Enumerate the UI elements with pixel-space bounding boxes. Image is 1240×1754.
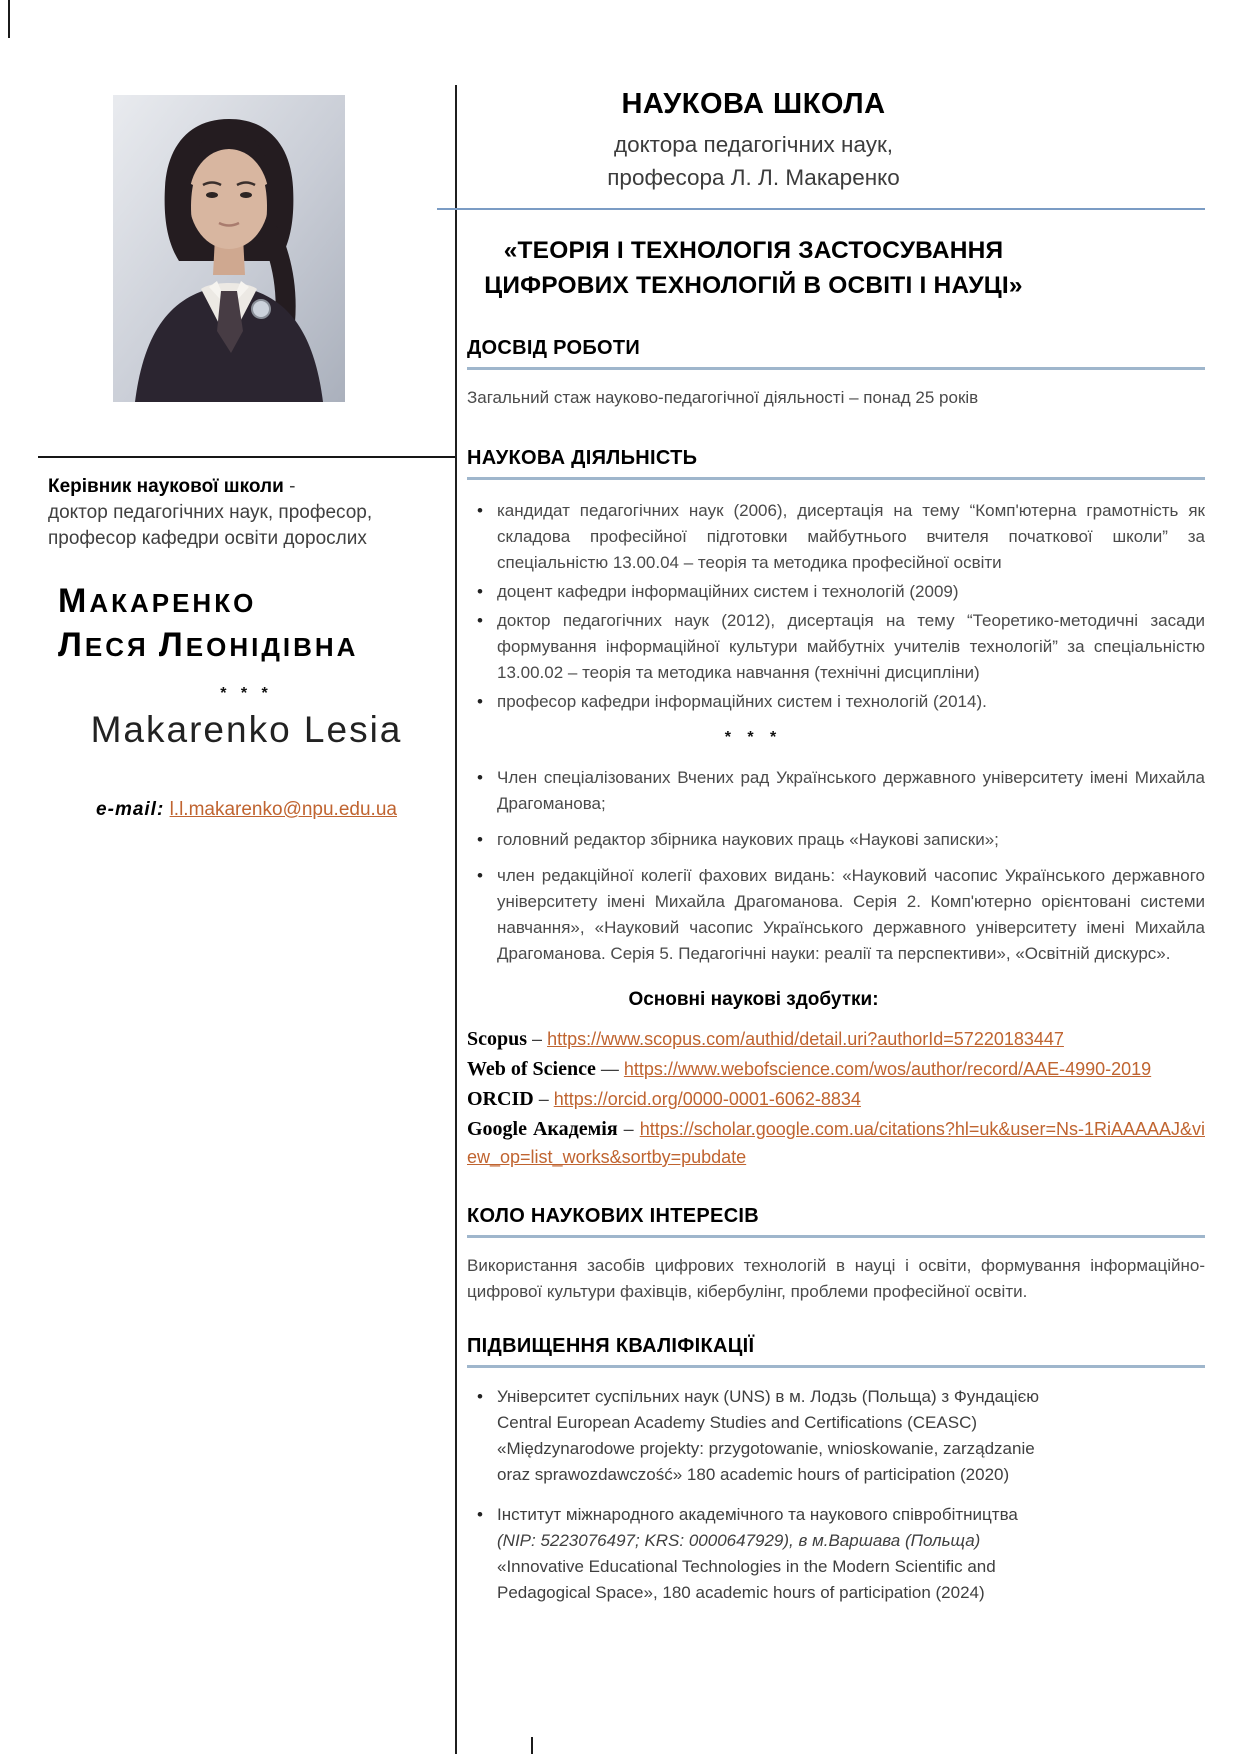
givenname-line: ЛЕСЯ ЛЕОНІДІВНА xyxy=(58,625,359,664)
google-scholar-link[interactable]: https://scholar.google.com.ua/citations?hl=uk&user=Ns-1RiAAAAAJ&view_op=list_works&sortby=pubdate xyxy=(467,1118,1205,1167)
scopus-link[interactable]: https://www.scopus.com/authid/detail.uri?authorId=57220183447 xyxy=(547,1028,1064,1049)
topic-line-2: ЦИФРОВИХ ТЕХНОЛОГІЙ В ОСВІТІ І НАУЦІ» xyxy=(484,271,1023,299)
achievements-heading: Основні наукові здобутки: xyxy=(628,988,879,1010)
section-experience-heading: ДОСВІД РОБОТИ xyxy=(467,337,1205,370)
page-border-mark-top-left xyxy=(8,0,10,38)
column-divider-line xyxy=(455,85,457,1754)
right-column xyxy=(467,88,1205,1620)
link-line-google-scholar: Google Академія – https://scholar.google.com.ua/citations?hl=uk&user=Ns-1RiAAAAAJ&view_op=list_works&sortby=pubdate xyxy=(467,1117,1205,1167)
qualification-item: • Університет суспільних наук (UNS) в м. Лодзь (Польща) з Фундацією Central European Academy Studies and Certifications (CEASC) «Międzynarodowe projekty: przygotowanie, wnioskowanie, zarządzanie oraz sprawozdawczość» 180 academic hours of participation (2020) xyxy=(467,1384,1040,1488)
page-border-mark-bottom xyxy=(531,1737,533,1754)
wos-label: Web of Science xyxy=(467,1057,596,1080)
email-label: e-mail: xyxy=(96,799,165,821)
link-line-wos: Web of Science — https://www.webofscience.com/wos/author/record/AAE-4990-2019 xyxy=(467,1057,1152,1080)
leader-line-degree: доктор педагогічних наук, професор, xyxy=(48,502,373,524)
surname-line: МАКАРЕНКО xyxy=(58,581,257,620)
person-name-ukrainian xyxy=(58,579,455,667)
qualification-item: • Інститут міжнародного академічного та наукового співробітництва (NIP: 5223076497; KRS: 0000647929), в м.Варшава (Польща) «Innovative Educational Technologies in the Modern Scientific and Pedagogical Space», 180 academic hours of participation (2024) xyxy=(467,1502,1040,1606)
section-qualification-heading: ПІДВИЩЕННЯ КВАЛІФІКАЦІЇ xyxy=(467,1335,1205,1368)
activity-item: • Член спеціалізованих Вчених рад Українського державного університету імені Михайла Драгоманова; xyxy=(467,765,1205,817)
activity-item: • член редакційної колегії фахових видань: «Науковий часопис Українського державного університету імені Михайла Драгоманова. Серія 2. Комп'ютерно орієнтовані системи навчання», «Науковий часопис Українського державного університету імені Михайла Драгоманова. Серія 5. Педагогічні науки: реалії та перспективи», «Освітній дискурс». xyxy=(467,863,1205,967)
section-interests xyxy=(467,1205,1205,1305)
stars-separator-right: * * * xyxy=(724,728,783,746)
activity-list-1 xyxy=(467,498,1205,715)
experience-body: Загальний стаж науково-педагогічної діяльності – понад 25 років xyxy=(467,387,979,407)
section-interests-heading: КОЛО НАУКОВИХ ІНТЕРЕСІВ xyxy=(467,1205,1205,1238)
google-scholar-label: Google Академія xyxy=(467,1117,618,1140)
subtitle-line-1: доктора педагогічних наук, xyxy=(613,132,894,157)
link-line-orcid: ORCID – https://orcid.org/0000-0001-6062-8834 xyxy=(467,1087,861,1110)
section-qualification xyxy=(467,1335,1205,1606)
left-column xyxy=(38,95,455,821)
portrait-illustration xyxy=(113,95,345,402)
activity-item: • доцент кафедри інформаційних систем і технологій (2009) xyxy=(467,579,1205,605)
profile-links xyxy=(467,1025,1205,1171)
email-link[interactable]: l.l.makarenko@npu.edu.ua xyxy=(169,799,397,821)
section-activity xyxy=(467,447,1205,1171)
header-rule xyxy=(437,208,1205,210)
qualification-registry-note: (NIP: 5223076497; KRS: 0000647929), в м.Варшава (Польща) xyxy=(497,1530,981,1550)
activity-item: • головний редактор збірника наукових праць «Наукові записки»; xyxy=(467,827,1205,853)
page-subtitle xyxy=(467,129,1040,194)
activity-item: • доктор педагогічних наук (2012), дисертація на тему “Теоретико-методичні засади формування інформаційної культури майбутніх учителів технологій” за спеціальністю 13.00.02 – теорія та методика навчання (технічні дисципліни) xyxy=(467,608,1205,686)
page-title: НАУКОВА ШКОЛА xyxy=(621,88,886,120)
activity-list-2 xyxy=(467,765,1205,967)
topic-line-1: «ТЕОРІЯ І ТЕХНОЛОГІЯ ЗАСТОСУВАННЯ xyxy=(503,237,1004,265)
qualification-list xyxy=(467,1384,1205,1606)
leader-label: Керівник наукової школи xyxy=(48,476,284,497)
leader-line-chair: професор кафедри освіти дорослих xyxy=(48,528,367,550)
scopus-label: Scopus xyxy=(467,1027,528,1050)
school-topic-title xyxy=(467,234,1040,303)
section-activity-heading: НАУКОВА ДІЯЛЬНІСТЬ xyxy=(467,447,1205,480)
orcid-label: ORCID xyxy=(467,1087,534,1110)
orcid-link[interactable]: https://orcid.org/0000-0001-6062-8834 xyxy=(553,1088,861,1109)
subtitle-line-2: професора Л. Л. Макаренко xyxy=(607,164,900,190)
email-line xyxy=(38,799,455,821)
person-name-latin: Makarenko Lesia xyxy=(90,709,403,751)
interests-body: Використання засобів цифрових технологій в науці і освіти, формування інформаційно-цифрової культури фахівців, кібербулінг, проблеми професійної освіти. xyxy=(467,1255,1205,1301)
link-line-scopus: Scopus – https://www.scopus.com/authid/detail.uri?authorId=57220183447 xyxy=(467,1027,1064,1050)
leader-block xyxy=(48,474,455,553)
leader-suffix: - xyxy=(283,476,296,497)
section-experience xyxy=(467,337,1205,411)
web-of-science-link[interactable]: https://www.webofscience.com/wos/author/record/AAE-4990-2019 xyxy=(623,1058,1152,1079)
activity-item: • кандидат педагогічних наук (2006), дисертація на тему “Комп'ютерна грамотність як складова професійної підготовки майбутнього вчителя початкової школи” за спеціальністю 13.00.04 – теорія та методика професійної освіти xyxy=(467,498,1205,576)
stars-separator-left: * * * xyxy=(220,685,273,703)
portrait-photo xyxy=(113,95,345,402)
left-horizontal-rule xyxy=(38,456,455,458)
activity-item: • професор кафедри інформаційних систем і технологій (2014). xyxy=(467,689,1205,715)
